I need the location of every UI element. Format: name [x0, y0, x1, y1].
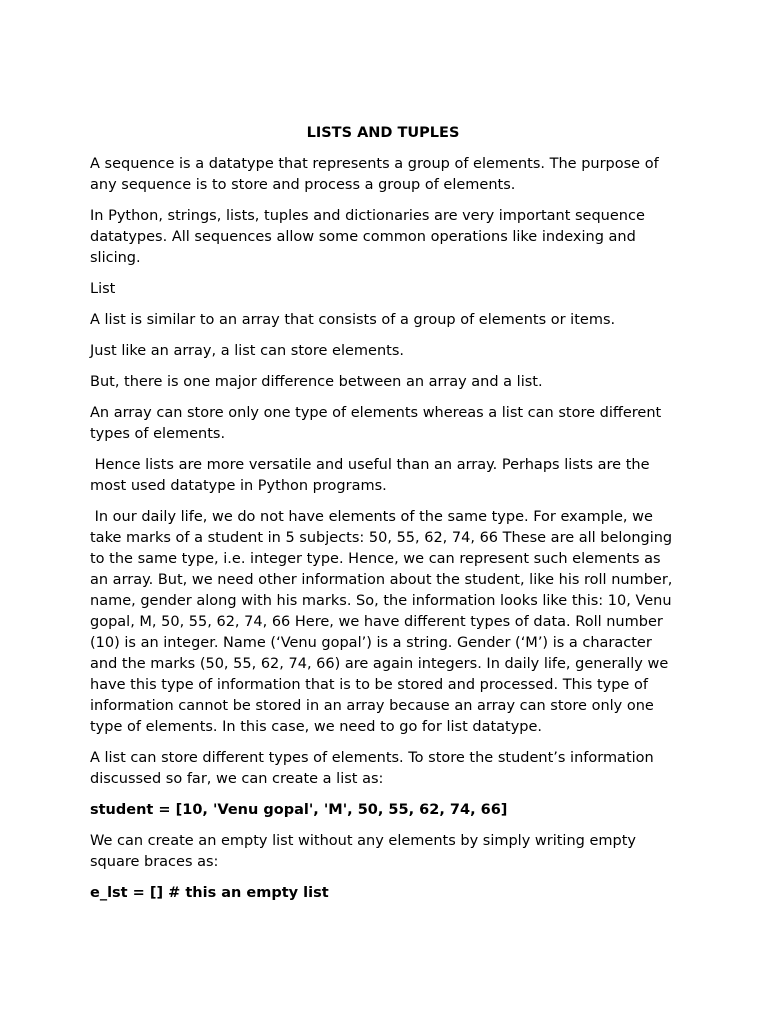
- document-title: LISTS AND TUPLES: [306, 125, 460, 141]
- paragraph-empty-list: We can create an empty list without any elements by simply writing empty square braces as:: [90, 833, 641, 870]
- code-empty-list: e_lst = [] # this an empty list: [90, 885, 329, 901]
- paragraph-list-definition: A list is similar to an array that consists of a group of elements or items.: [90, 312, 616, 328]
- paragraph-list-stores-elements: Just like an array, a list can store elements.: [90, 343, 405, 359]
- paragraph-sequence-definition: A sequence is a datatype that represents a group of elements. The purpose of any sequence is to store and process a group of elements.: [90, 156, 664, 193]
- paragraph-python-sequences: In Python, strings, lists, tuples and dictionaries are very important sequence datatypes. All sequences allow some common operations like indexing and slicing.: [90, 208, 650, 266]
- paragraph-array-vs-list: An array can store only one type of elements whereas a list can store different types of elements.: [90, 405, 666, 442]
- code-student-list: student = [10, 'Venu gopal', 'M', 50, 55, 62, 74, 66]: [90, 802, 508, 818]
- section-heading-list: List: [90, 281, 116, 297]
- paragraph-major-difference: But, there is one major difference between an array and a list.: [90, 374, 543, 390]
- paragraph-create-list: A list can store different types of elements. To store the student’s information discussed so far, we can create a list as:: [90, 750, 659, 787]
- document-page: [90, 123, 680, 914]
- paragraph-daily-life-example: In our daily life, we do not have elements of the same type. For example, we take marks of a student in 5 subjects: 50, 55, 62, 74, 66 These are all belonging to the same type, i.e. integer type. Hence, we can represent such elements as an array. But, we need other information about the student, like his roll number, name, gender along with his marks. So, the information looks like this: 10, Venu gopal, M, 50, 55, 62, 74, 66 Here, we have different types of data. Roll number (10) is an integer. Name (‘Venu gopal’) is a string. Gender (‘M’) is a character and the marks (50, 55, 62, 74, 66) are again integers. In daily life, generally we have this type of information that is to be stored and processed. This type of information cannot be stored in an array because an array can store only one type of elements. In this case, we need to go for list datatype.: [90, 509, 678, 735]
- paragraph-lists-versatile: Hence lists are more versatile and useful than an array. Perhaps lists are the most used datatype in Python programs.: [90, 457, 655, 494]
